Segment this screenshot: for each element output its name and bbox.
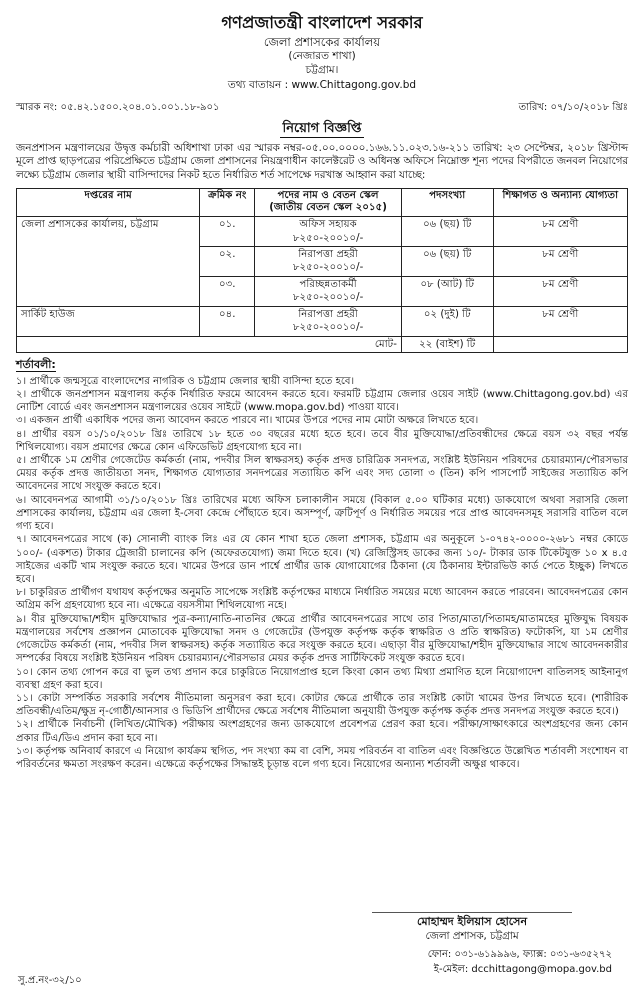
condition-item: ৫। প্রার্থীকে ১ম শ্রেণীর গেজেটেড কর্মকর্তা (নাম, পদবীর সিল স্বাক্ষরসহ) কর্তৃক প্রদত্ত চারিত্রিক সনদপত্র, সংশ্লিষ্ট ইউনিয়ন পরিষদের চেয়ারম্যান/পৌরসভার মেয়র কর্তৃক প্রদত্ত জাতীয়তা সনদ, শিক্ষাগত যোগ্যতার সনদপত্রের সত্যায়িত কপি এবং সদ্য তোলা ৩ (তিন) কপি পাসপোর্ট সাইজের সত্যায়িত কপি আবেদনের সাথে সংযুক্ত করতে হবে। <box>16 455 628 493</box>
condition-item: ১১। কোটা সম্পর্কিত সরকারি সর্বশেষ নীতিমালা অনুসরণ করা হবে। কোটার ক্ষেত্রে প্রার্থীকে তার সংশ্লিষ্ট কোটা খামের উপর লিখতে হবে। (শারীরিক প্রতিবন্ধী/এতিম/ক্ষুদ্র নৃ-গোষ্ঠী/আনসার ও ভিডিপি প্রার্থীদের ক্ষেত্রে সর্বশেষ নীতিমালা অনুযায়ী উপযুক্ত কর্তৃপক্ষ কর্তৃক প্রদত্ত সনদপত্র সংযুক্ত করতে হবে।) <box>16 692 628 718</box>
condition-item: ৯। বীর মুক্তিযোদ্ধা/শহীদ মুক্তিযোদ্ধার পুত্র-কন্যা/নাতি-নাতনির ক্ষেত্রে প্রার্থীর আবেদনপত্রের সাথে তার পিতা/মাতা/পিতামহ/মাতামহের মুক্তিযুদ্ধ বিষয়ক মন্ত্রণালয়ের সর্বশেষ প্রজ্ঞাপন মোতাবেক মুক্তিযোদ্ধা সনদ ও গেজেটের (উপযুক্ত কর্তৃপক্ষ কর্তৃক স্বাক্ষরিত ও প্রতি স্বাক্ষরিত) ফটোকপি, যা ১ম শ্রেণীর গেজেটেড কর্মকর্তা (নাম, পদবীর সিল স্বাক্ষরসহ) কর্তৃক সত্যায়িত করে সংযুক্ত করতে হবে। এছাড়া বীর মুক্তিযোদ্ধা/শহীদ মুক্তিযোদ্ধার সাথে আবেদনকারীর সম্পর্কের বিষয়ে সংশ্লিষ্ট ইউনিয়ন পরিষদ চেয়ারম্যান/পৌরসভার মেয়র কর্তৃক প্রদত্ত সার্টিফিকেট সংযুক্ত করতে হবে। <box>16 613 628 665</box>
notice-title <box>16 120 628 138</box>
cell-count: ০৬ (ছয়) টি <box>401 217 493 247</box>
table-row <box>17 306 628 336</box>
cell-serial: ০১. <box>200 217 255 247</box>
cell-serial: ০৩. <box>200 276 255 306</box>
header-office: দপ্তরের নাম <box>17 188 200 217</box>
cell-qualification: ৮ম শ্রেণী <box>493 217 627 247</box>
post-name: নিরাপত্তা প্রহরী <box>298 249 358 260</box>
city-name: চট্টগ্রাম। <box>305 63 339 76</box>
conditions-heading <box>16 358 628 373</box>
intro-paragraph: জনপ্রশাসন মন্ত্রণালয়ের উদ্বৃত্ত কর্মচারী অধিশাখা ঢাকা এর স্মারক নম্বর-০৫.০০.০০০০.১৬৬.১১.০২৩.১৬-২১১ তারিখ: ২৩ সেপ্টেম্বর, ২০১৮ খ্রিস্টাব্দ মূলে প্রাপ্ত ছাড়পত্রের পরিপ্রেক্ষিতে চট্টগ্রাম জেলা প্রশাসনের নিয়ন্ত্রণাধীন কালেক্টরেট ও অধিনস্ত অফিসে নিম্নোক্ত শূন্য পদের বিপরীতে জনবল নিয়োগের লক্ষ্যে চট্টগ্রাম জেলার স্থায়ী বাসিন্দাদের নিকট হতে নির্ধারিত শর্ত সাপেক্ষে দরখাস্ত আহ্বান করা যাচ্ছে: <box>16 141 628 182</box>
cell-count: ০৬ (ছয়) টি <box>401 247 493 277</box>
cell-post <box>255 217 402 247</box>
publication-code: সু.প্র.নং-৩২/১০ <box>18 975 82 986</box>
table-row <box>17 217 628 247</box>
cell-serial: ০২. <box>200 247 255 277</box>
vacancy-table <box>16 188 628 354</box>
office-name: জেলা প্রশাসকের কার্যালয় <box>263 34 381 49</box>
total-empty-cell <box>493 336 627 352</box>
condition-item: ১২। প্রার্থীকে নির্বাচনী (লিখিত/মৌখিক) পরীক্ষায় অংশগ্রহণের জন্য ডাকযোগে প্রবেশপত্র প্রেরণ করা হবে। পরীক্ষা/সাক্ষাৎকারে অংশগ্রহণের জন্য কোন প্রকার টিএ/ডিএ প্রদান করা হবে না। <box>16 719 628 744</box>
pay-scale: ৮২৫০-২০০১০/- <box>292 232 364 244</box>
email: ই-মেইল: dcchittagong@mopa.gov.bd <box>433 963 612 975</box>
condition-item: ৭। আবেদনপত্রের সাথে (ক) সোনালী ব্যাংক লিঃ এর যে কোন শাখা হতে জেলা প্রশাসক, চট্টগ্রাম এর অনুকূলে ১-০৭৪২-০০০০-২৬৮১ নম্বর কোডে ১০০/- (একশত) টাকার ট্রেজারী চালানের কপি (অফেরতযোগ্য) জমা দিতে হবে। (খ) রেজিস্ট্রিসহ ডাকের জন্য ১০/- টাকার ডাক টিকেটযুক্ত ১০ x ৪.৫ সাইজের একটি খাম সংযুক্ত করতে হবে। খামের উপরে ডান পার্শ্বে প্রার্থীর ডাক যোগাযোগের ঠিকানা (যে ঠিকানায় ইন্টারভিউ কার্ড পেতে ইচ্ছুক) লিখতে হবে। <box>16 534 628 585</box>
cell-serial: ০৪. <box>200 306 255 336</box>
post-name: নিরাপত্তা প্রহরী <box>298 308 358 320</box>
conditions-list <box>16 375 628 772</box>
memo-number: স্মারক নং: ০৫.৪২.১৫০০.২০৪.০১.০০১.১৮-৯০১ <box>16 101 220 113</box>
header-count: পদসংখ্যা <box>401 188 493 217</box>
pay-scale: ৮২৫০-২০০১০/- <box>292 322 364 334</box>
memo-date: তারিখ: ০৭/১০/২০১৮ খ্রিঃ <box>518 101 628 113</box>
cell-qualification: ৮ম শ্রেণী <box>493 276 627 306</box>
govt-title: গণপ্রজাতন্ত্রী বাংলাদেশ সরকার <box>221 13 423 32</box>
cell-qualification: ৮ম শ্রেণী <box>493 306 627 336</box>
table-header-row <box>17 188 628 217</box>
cell-office: জেলা প্রশাসকের কার্যালয়, চট্টগ্রাম <box>17 217 200 307</box>
signatory-designation: জেলা প্রশাসক, চট্টগ্রাম <box>425 929 519 942</box>
header-serial: ক্রমিক নং <box>200 188 255 217</box>
signature-line <box>372 912 572 913</box>
condition-item: ১০। কোন তথ্য গোপন করে বা ভুল তথ্য প্রদান করে চাকুরিতে নিয়োগপ্রাপ্ত হলে কিংবা কোন তথ্য মিথ্যা প্রমাণিত হলে নিয়োগাদেশ বাতিলসহ আইনানুগ ব্যবস্থা গ্রহণ করা হবে। <box>16 666 628 691</box>
letterhead <box>16 12 628 93</box>
cell-post <box>255 276 402 306</box>
website-label: তথ্য বাতায়ন : www.Chittagong.gov.bd <box>227 78 417 91</box>
table-total-row <box>17 336 628 352</box>
cell-qualification: ৮ম শ্রেণী <box>493 247 627 277</box>
notice-title-text: নিয়োগ বিজ্ঞপ্তি <box>280 120 365 138</box>
total-label: মোট- <box>17 336 402 352</box>
pay-scale: ৮২৫০-২০০১০/- <box>292 292 364 304</box>
condition-item: ২। প্রার্থীকে জনপ্রশাসন মন্ত্রণালয় কর্তৃক নির্ধারিত ফরমে আবেদন করতে হবে। ফরমটি চট্টগ্রাম জেলার ওয়েব সাইট (www.Chittagong.gov.bd) এর নোটিশ বোর্ডে এবং জনপ্রশাসন মন্ত্রণালয়ের ওয়েব সাইটে (www.mopa.gov.bd) পাওয়া যাবে। <box>16 388 628 414</box>
post-name: অফিস সহায়ক <box>299 219 357 231</box>
condition-item: ১৩। কর্তৃপক্ষ অনিবার্য কারণে এ নিয়োগ কার্যক্রম স্থগিত, পদ সংখ্যা কম বা বেশি, সময় পরিবর্তন বা বাতিল এবং বিজ্ঞপ্তিতে উল্লেখিত শর্তাবলী সংশোধন বা পরিবর্তনের ক্ষমতা সংরক্ষণ করেন। এক্ষেত্রে কর্তৃপক্ষের সিদ্ধান্তই চূড়ান্ত বলে গণ্য হবে। নিয়োগের অন্যান্য শর্তাবলী অক্ষুণ্ণ থাকবে। <box>16 745 628 771</box>
total-value: ২২ (বাইশ) টি <box>401 336 493 352</box>
cell-count: ০২ (দুই) টি <box>401 306 493 336</box>
cell-post <box>255 247 402 277</box>
condition-item: ৮। চাকুরিরত প্রার্থীগণ যথাযথ কর্তৃপক্ষের অনুমতি সাপেক্ষে সংশ্লিষ্ট কর্তৃপক্ষের মাধ্যমে নির্ধারিত সময়ের মধ্যে আবেদন করতে পারবেন। আবেদনপত্রের কোন অগ্রিম কপি গ্রহণযোগ্য হবে না। এক্ষেত্রে বয়সসীমা শিথিলযোগ্য নহে। <box>16 587 628 612</box>
header-qualification: শিক্ষাগত ও অন্যান্য যোগ্যতা <box>493 188 627 217</box>
cell-count: ০৮ (আট) টি <box>401 276 493 306</box>
conditions-title: শর্তাবলী: <box>16 358 56 372</box>
condition-item: ৬। আবেদনপত্র আগামী ৩১/১০/২০১৮ খ্রিঃ তারিখের মধ্যে অফিস চলাকালীন সময়ে (বিকাল ৫.০০ ঘটিকার মধ্যে) ডাকযোগে অথবা সরাসরি জেলা প্রশাসকের কার্যালয়, চট্টগ্রাম এর জেলা ই-সেবা কেন্দ্রে পৌঁছাতে হবে। অসম্পূর্ণ, ত্রুটিপূর্ণ ও নির্ধারিত সময়ের পরে প্রাপ্ত আবেদনসমূহ সরাসরি বাতিল বলে গণ্য হবে। <box>16 494 628 533</box>
condition-item: ১। প্রার্থীকে জন্মসূত্রে বাংলাদেশের নাগরিক ও চট্টগ্রাম জেলার স্থায়ী বাসিন্দা হতে হবে। <box>16 375 355 387</box>
condition-item: ৩। একজন প্রার্থী একাধিক পদের জন্য আবেদন করতে পারবে না। খামের উপরে পদের নাম মোটা অক্ষরে লিখতে হবে। <box>16 415 479 427</box>
post-name: পরিচ্ছন্নতাকর্মী <box>299 278 357 290</box>
signature-block <box>362 912 582 943</box>
condition-item: ৪। প্রার্থীর বয়স ০১/১০/২০১৮ খ্রিঃ তারিখে ১৮ হতে ৩০ বছরের মধ্যে হতে হবে। তবে বীর মুক্তিযোদ্ধা/প্রতিবন্ধীদের ক্ষেত্রে বয়স ৩২ বছর পর্যন্ত শিথিলযোগ্য। বয়স প্রমাণের ক্ষেত্রে কোন এফিডেভিট গ্রহণযোগ্য হবে না। <box>16 428 628 453</box>
pay-scale: ৮২৫০-২০০১০/- <box>292 262 364 274</box>
signatory-name: মোহাম্মদ ইলিয়াস হোসেন <box>416 915 528 928</box>
cell-post <box>255 306 402 336</box>
phone-fax: ফোন: ০৩১-৬১৯৯৯৬, ফ্যাক্স: ০৩১-৬৩৫২৭২ <box>427 949 612 960</box>
reference-line <box>16 101 628 114</box>
cell-office: সার্কিট হাউজ <box>17 306 200 336</box>
section-name: (নেজারত শাখা) <box>288 49 356 62</box>
contact-block <box>428 948 612 977</box>
header-post: পদের নাম ও বেতন স্কেল (জাতীয় বেতন স্কেল ২০১৫) <box>255 188 402 217</box>
